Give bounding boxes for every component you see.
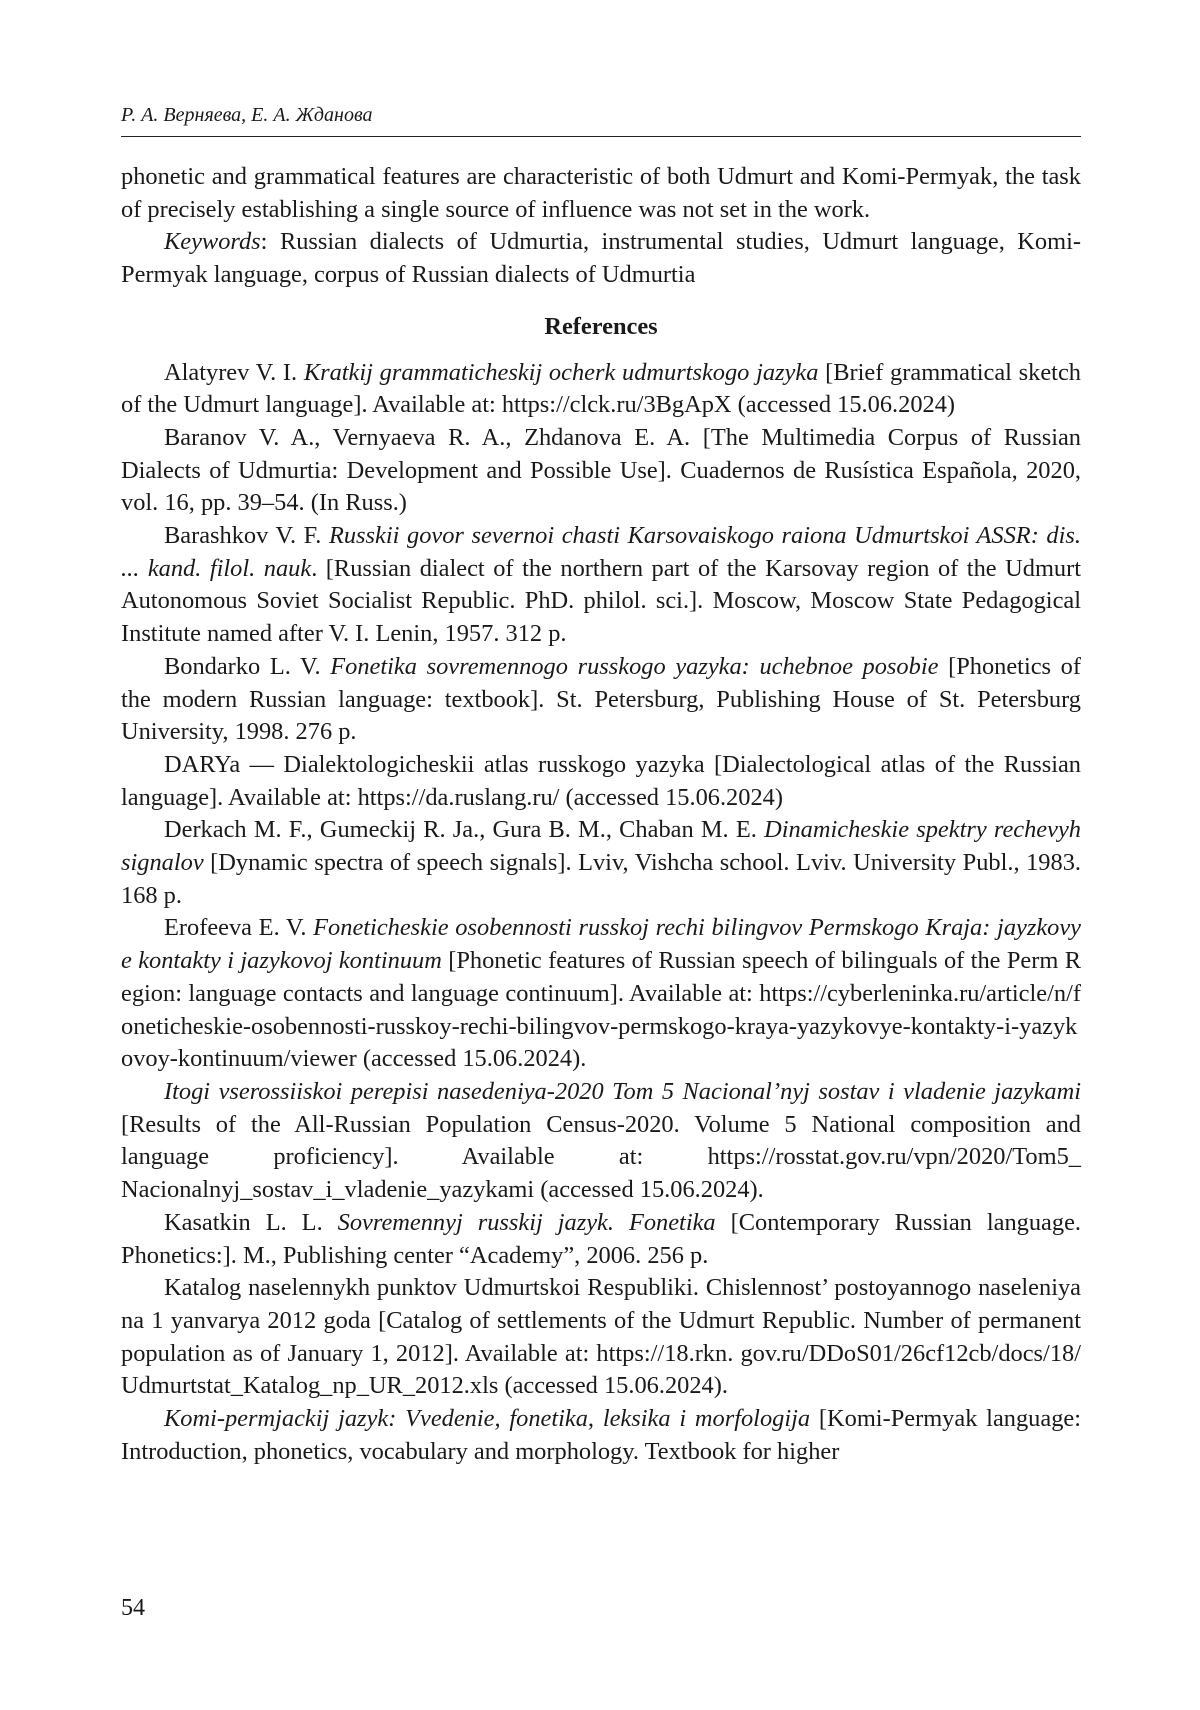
reference-text: Katalog naselennykh punktov Udmurtskoi Respubliki. Chislennost’ postoyannogo naseleniya na 1 yanvarya 2012 goda [Catalog of settlements of the Udmurt Republic. Number of permanent population as of January 1, 2012]. Available at: https://18.rkn. gov.ru/DDoS01/26cf12cb/docs/18/Udmurtstat_Katalog_np_UR_2012.xls (accessed 15.06.2024). — [121, 1274, 1081, 1400]
reference-title: Russkii govor severnoi chasti Karsovaiskogo raiona Udmurtskoi ASSR: dis. ... kand. filol. nauk — [121, 522, 1081, 582]
running-header-authors: Р. А. Верняева, Е. А. Жданова — [121, 104, 373, 126]
reference-text: . [Russian dialect of the northern part of the Karsovay region of the Udmurt Autonomous Soviet Socialist Republic. PhD. philol. sci.]. Moscow, Moscow State Pedagogical Institute named after V. I. Lenin, 1957. 312 p. — [121, 554, 1082, 648]
article-body — [121, 161, 1081, 1468]
keywords-paragraph — [121, 226, 1081, 291]
reference-text: Alatyrev V. I. — [164, 358, 304, 386]
reference-title: Sovremennyj russkij jazyk. Fonetika — [337, 1208, 716, 1236]
reference-text: [Results of the All-Russian Population Census-2020. Volume 5 National composition and language proficiency]. Available at: https://rosstat.gov.ru/vpn/2020/Tom5_ Nacionalnyj_sostav_i_vladenie_yazykami (accessed 15.06.2024). — [121, 1110, 1081, 1204]
references-heading: References — [544, 312, 658, 340]
reference-item — [121, 651, 1081, 749]
reference-title: Itogi vserossiiskoi perepisi nasedeniya-2020 Tom 5 Nacional’nyj sostav i vladenie jazykami — [164, 1077, 1081, 1105]
reference-item — [121, 357, 1081, 422]
reference-title: Foneticheskie osobennosti russkoj rechi bilingvov Permskogo Kraja: jayzkovye kontakty i jazykovoj kontinuum — [121, 914, 1081, 975]
reference-item — [121, 1403, 1081, 1468]
reference-item — [121, 1207, 1081, 1272]
reference-text: [Komi-Permyak language: Introduction, phonetics, vocabulary and morphology. Textbook for higher — [121, 1405, 1081, 1465]
keywords-text: : Russian dialects of Udmurtia, instrumental studies, Udmurt language, Komi-Permyak language, corpus of Russian dialects of Udmurtia — [121, 228, 1081, 289]
reference-text: [Phonetics of the modern Russian language: textbook]. St. Petersburg, Publishing House of St. Petersburg University, 1998. 276 p. — [121, 652, 1082, 746]
reference-text: Erofeeva E. V. — [164, 914, 314, 942]
reference-item — [121, 1076, 1081, 1207]
reference-title: Komi-permjackij jazyk: Vvedenie, fonetika, leksika i morfologija — [164, 1405, 811, 1433]
reference-item — [121, 1272, 1081, 1403]
reference-item — [121, 749, 1081, 814]
page-number: 54 — [121, 1595, 145, 1621]
reference-text: Kasatkin L. L. — [164, 1208, 338, 1236]
reference-item — [121, 912, 1081, 1076]
reference-item — [121, 520, 1081, 651]
reference-text: [Phonetic features of Russian speech of bilinguals of the Perm Region: language contacts and language continuum]. Available at: https://cyberleninka.ru/article/n/foneticheskie-osobennosti-russkoy-rechi-bilingvov-permskogo-kraya-yazykovye-kontakty-i-yazykovoy-kontinuum/viewer (accessed 15.06.2024). — [121, 947, 1081, 1073]
reference-title: Fonetika sovremennogo russkogo yazyka: uchebnoe posobie — [330, 652, 939, 680]
header-divider — [121, 136, 1081, 137]
reference-text: Baranov V. A., Vernyaeva R. A., Zhdanova E. A. [The Multimedia Corpus of Russian Dialects of Udmurtia: Development and Possible Use]. Cuadernos de Rusística Española, 2020, vol. 16, pp. 39–54. (In Russ.) — [121, 423, 1081, 517]
reference-title: Dinamicheskie spektry rechevyh signalov — [121, 816, 1081, 877]
abstract-continuation: phonetic and grammatical features are characteristic of both Udmurt and Komi-Permyak, the task of precisely establishing a single source of influence was not set in the work. — [121, 163, 1081, 223]
reference-text: [Contemporary Russian language. Phonetics:]. M., Publishing center “Academy”, 2006. 256 p. — [121, 1208, 1081, 1269]
references-list — [121, 357, 1081, 1469]
reference-text: [Brief grammatical sketch of the Udmurt language]. Available at: https://clck.ru/3BgApX (accessed 15.06.2024) — [121, 358, 1081, 419]
reference-text: Bondarko L. V. — [164, 652, 331, 680]
reference-text: Derkach M. F., Gumeckij R. Ja., Gura B. M., Chaban M. E. — [164, 816, 765, 844]
keywords-label: Keywords — [164, 228, 261, 256]
reference-title: Kratkij grammaticheskij ocherk udmurtskogo jazyka — [303, 358, 819, 386]
reference-item — [121, 422, 1081, 520]
reference-text: [Dynamic spectra of speech signals]. Lviv, Vishcha school. Lviv. University Publ., 1983. 168 p. — [121, 849, 1081, 909]
reference-item — [121, 814, 1081, 912]
reference-text: Barashkov V. F. — [164, 522, 329, 550]
reference-text: DARYa — Dialektologicheskii atlas russkogo yazyka [Dialectological atlas of the Russian language]. Available at: https://da.ruslang.ru/ (accessed 15.06.2024) — [121, 750, 1081, 811]
